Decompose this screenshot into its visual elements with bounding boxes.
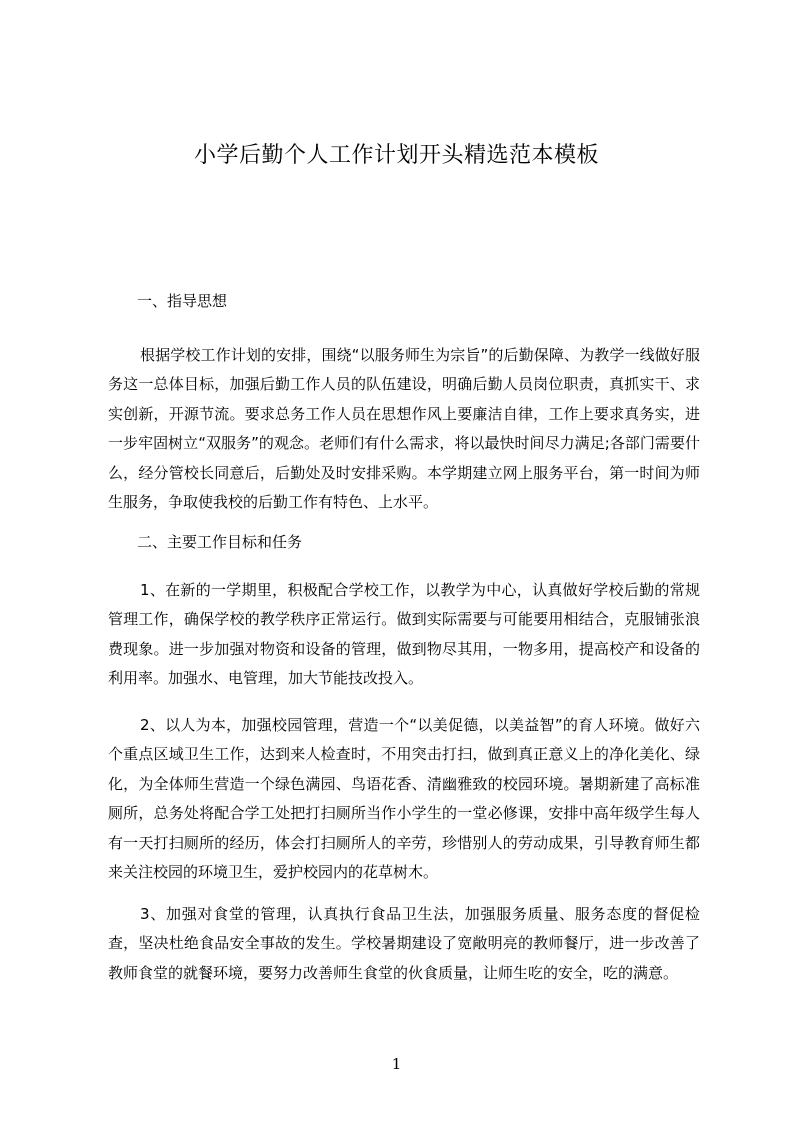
section-heading-goals-tasks: 二、主要工作目标和任务: [137, 533, 303, 551]
paragraph-task-3: 3、加强对食堂的管理，认真执行食品卫生法，加强服务质量、服务态度的督促检查，坚决杜绝食品安全事故的发生。学校暑期建设了宽敞明亮的教师餐厅，进一步改善了教师食堂的就餐环境，要努力改善师生食堂的伙食质量，让师生吃的安全，吃的满意。: [108, 905, 700, 982]
page-number: 1: [391, 1055, 402, 1073]
paragraph-task-1: 1、在新的一学期里，积极配合学校工作，以教学为中心，认真做好学校后勤的常规管理工作，确保学校的教学秩序正常运行。做到实际需要与可能要用相结合，克服铺张浪费现象。进一步加强对物资和设备的管理，做到物尽其用，一物多用，提高校产和设备的利用率。加强水、电管理，加大节能技改投入。: [108, 581, 700, 688]
paragraph-task-2: 2、以人为本，加强校园管理，营造一个“以美促德，以美益智”的育人环境。做好六个重点区域卫生工作，达到来人检查时，不用突击打扫，做到真正意义上的净化美化、绿化，为全体师生营造一个绿色满园、鸟语花香、清幽雅致的校园环境。暑期新建了高标准厕所，总务处将配合学工处把打扫厕所当作小学生的一堂必修课，安排中高年级学生每人有一天打扫厕所的经历，体会打扫厕所人的辛劳，珍惜别人的劳动成果，引导教育师生都来关注校园的环境卫生，爱护校园内的花草树木。: [108, 716, 700, 882]
section-heading-guiding-thought: 一、指导思想: [137, 292, 228, 310]
paragraph-guiding-thought: 根据学校工作计划的安排，围绕“以服务师生为宗旨”的后勤保障、为教学一线做好服务这一总体目标，加强后勤工作人员的队伍建设，明确后勤人员岗位职责，真抓实干、求实创新，开源节流。要求总务工作人员在思想作风上要廉洁自律，工作上要求真务实，进一步牢固树立“双服务”的观念。老师们有什么需求，将以最快时间尽力满足;各部门需要什么，经分管校长同意后，后勤处及时安排采购。本学期建立网上服务平台，第一时间为师生服务，争取使我校的后勤工作有特色、上水平。: [108, 346, 700, 512]
document-title: 小学后勤个人工作计划开头精选范本模板: [193, 143, 599, 168]
